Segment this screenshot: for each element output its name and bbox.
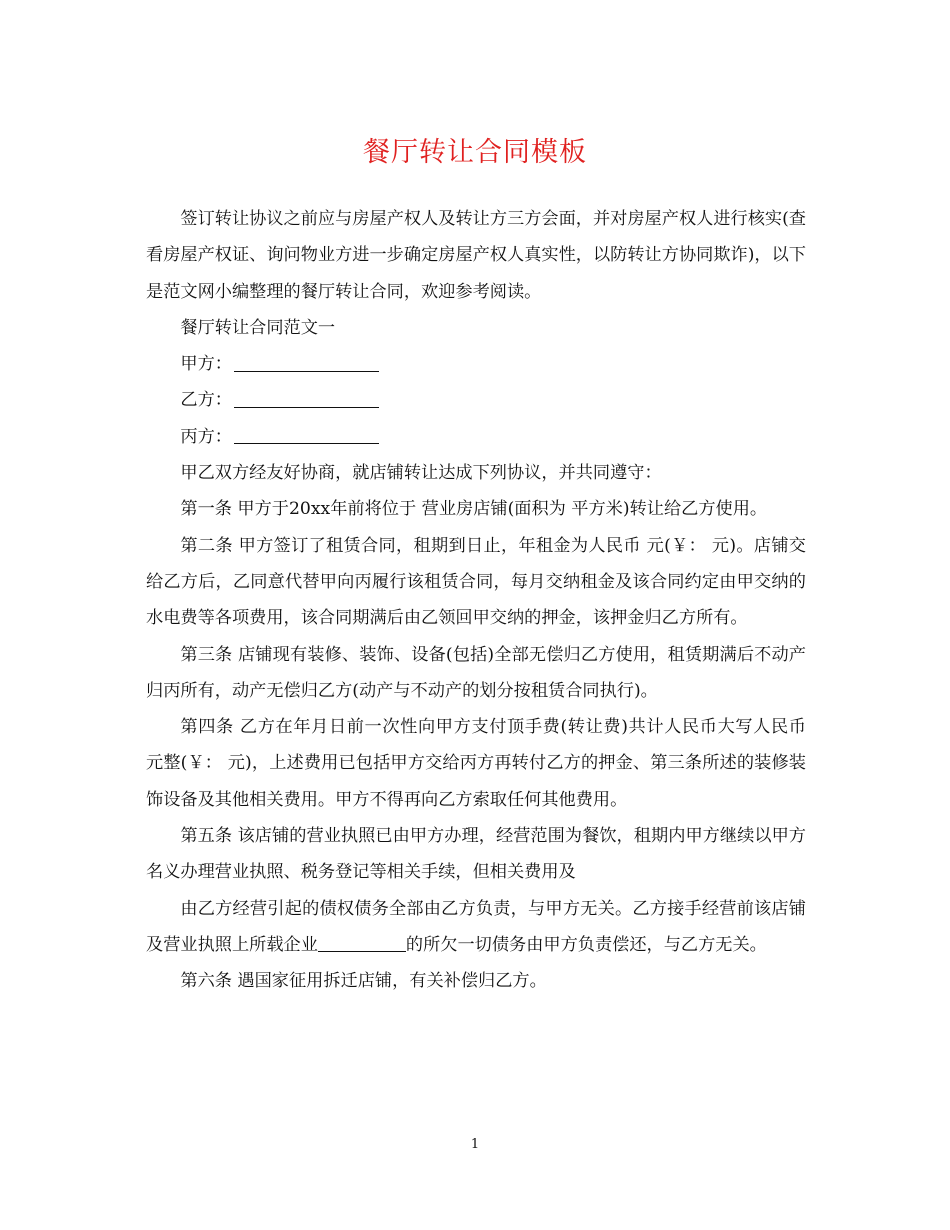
company-blank	[318, 950, 406, 952]
party-line-a	[146, 346, 806, 382]
page-number: 1	[470, 1137, 480, 1152]
party-label: 甲方：	[180, 354, 232, 375]
party-line-c	[146, 419, 806, 455]
clause-5-continued	[146, 891, 806, 964]
sample-heading: 餐厅转让合同范文一	[180, 317, 336, 338]
party-label: 丙方：	[180, 426, 232, 447]
document-body	[146, 201, 806, 1000]
clause-4: 第四条 乙方在年月日前一次性向甲方支付顶手费(转让费)共计人民币大写人民币 元整(￥： 元)，上述费用已包括甲方交给丙方再转付乙方的押金、第三条所述的装修装饰设备及其他相关费用。甲方不得再向乙方索取任何其他费用。	[146, 717, 806, 810]
signature-blank	[234, 370, 379, 372]
agreement-line: 甲乙双方经友好协商，就店铺转让达成下列协议，并共同遵守：	[180, 463, 662, 484]
clause-5-cont-text: 由乙方经营引起的债权债务全部由乙方负责，与甲方无关。乙方接手经营前该店铺及营业执照上所载企业	[146, 898, 806, 955]
clause-5-cont-text-end: 的所欠一切债务由甲方负责偿还，与乙方无关。	[405, 934, 767, 955]
clause-3: 第三条 店铺现有装修、装饰、设备(包括)全部无偿归乙方使用，租赁期满后不动产归丙所有，动产无偿归乙方(动产与不动产的划分按租赁合同执行)。	[146, 644, 806, 701]
clause-1: 第一条 甲方于20xx年前将位于 营业房店铺(面积为 平方米)转让给乙方使用。	[180, 499, 768, 520]
clause-6: 第六条 遇国家征用拆迁店铺，有关补偿归乙方。	[180, 971, 547, 992]
intro-paragraph: 签订转让协议之前应与房屋产权人及转让方三方会面，并对房屋产权人进行核实(查看房屋产权证、询问物业方进一步确定房屋产权人真实性，以防转让方协同欺诈)，以下是范文网小编整理的餐厅转让合同，欢迎参考阅读。	[146, 209, 806, 302]
signature-blank	[234, 406, 379, 408]
document-title: 餐厅转让合同模板	[363, 137, 587, 168]
clause-2: 第二条 甲方签订了租赁合同，租期到日止，年租金为人民币 元(￥： 元)。店铺交给乙方后，乙同意代替甲向丙履行该租赁合同，每月交纳租金及该合同约定由甲交纳的水电费等各项费用，该合同期满后由乙领回甲交纳的押金，该押金归乙方所有。	[146, 535, 806, 629]
party-label: 乙方：	[180, 390, 232, 411]
signature-blank	[234, 442, 379, 444]
clause-5: 第五条 该店铺的营业执照已由甲方办理，经营范围为餐饮，租期内甲方继续以甲方名义办理营业执照、税务登记等相关手续，但相关费用及	[146, 826, 806, 883]
party-line-b	[146, 382, 806, 418]
